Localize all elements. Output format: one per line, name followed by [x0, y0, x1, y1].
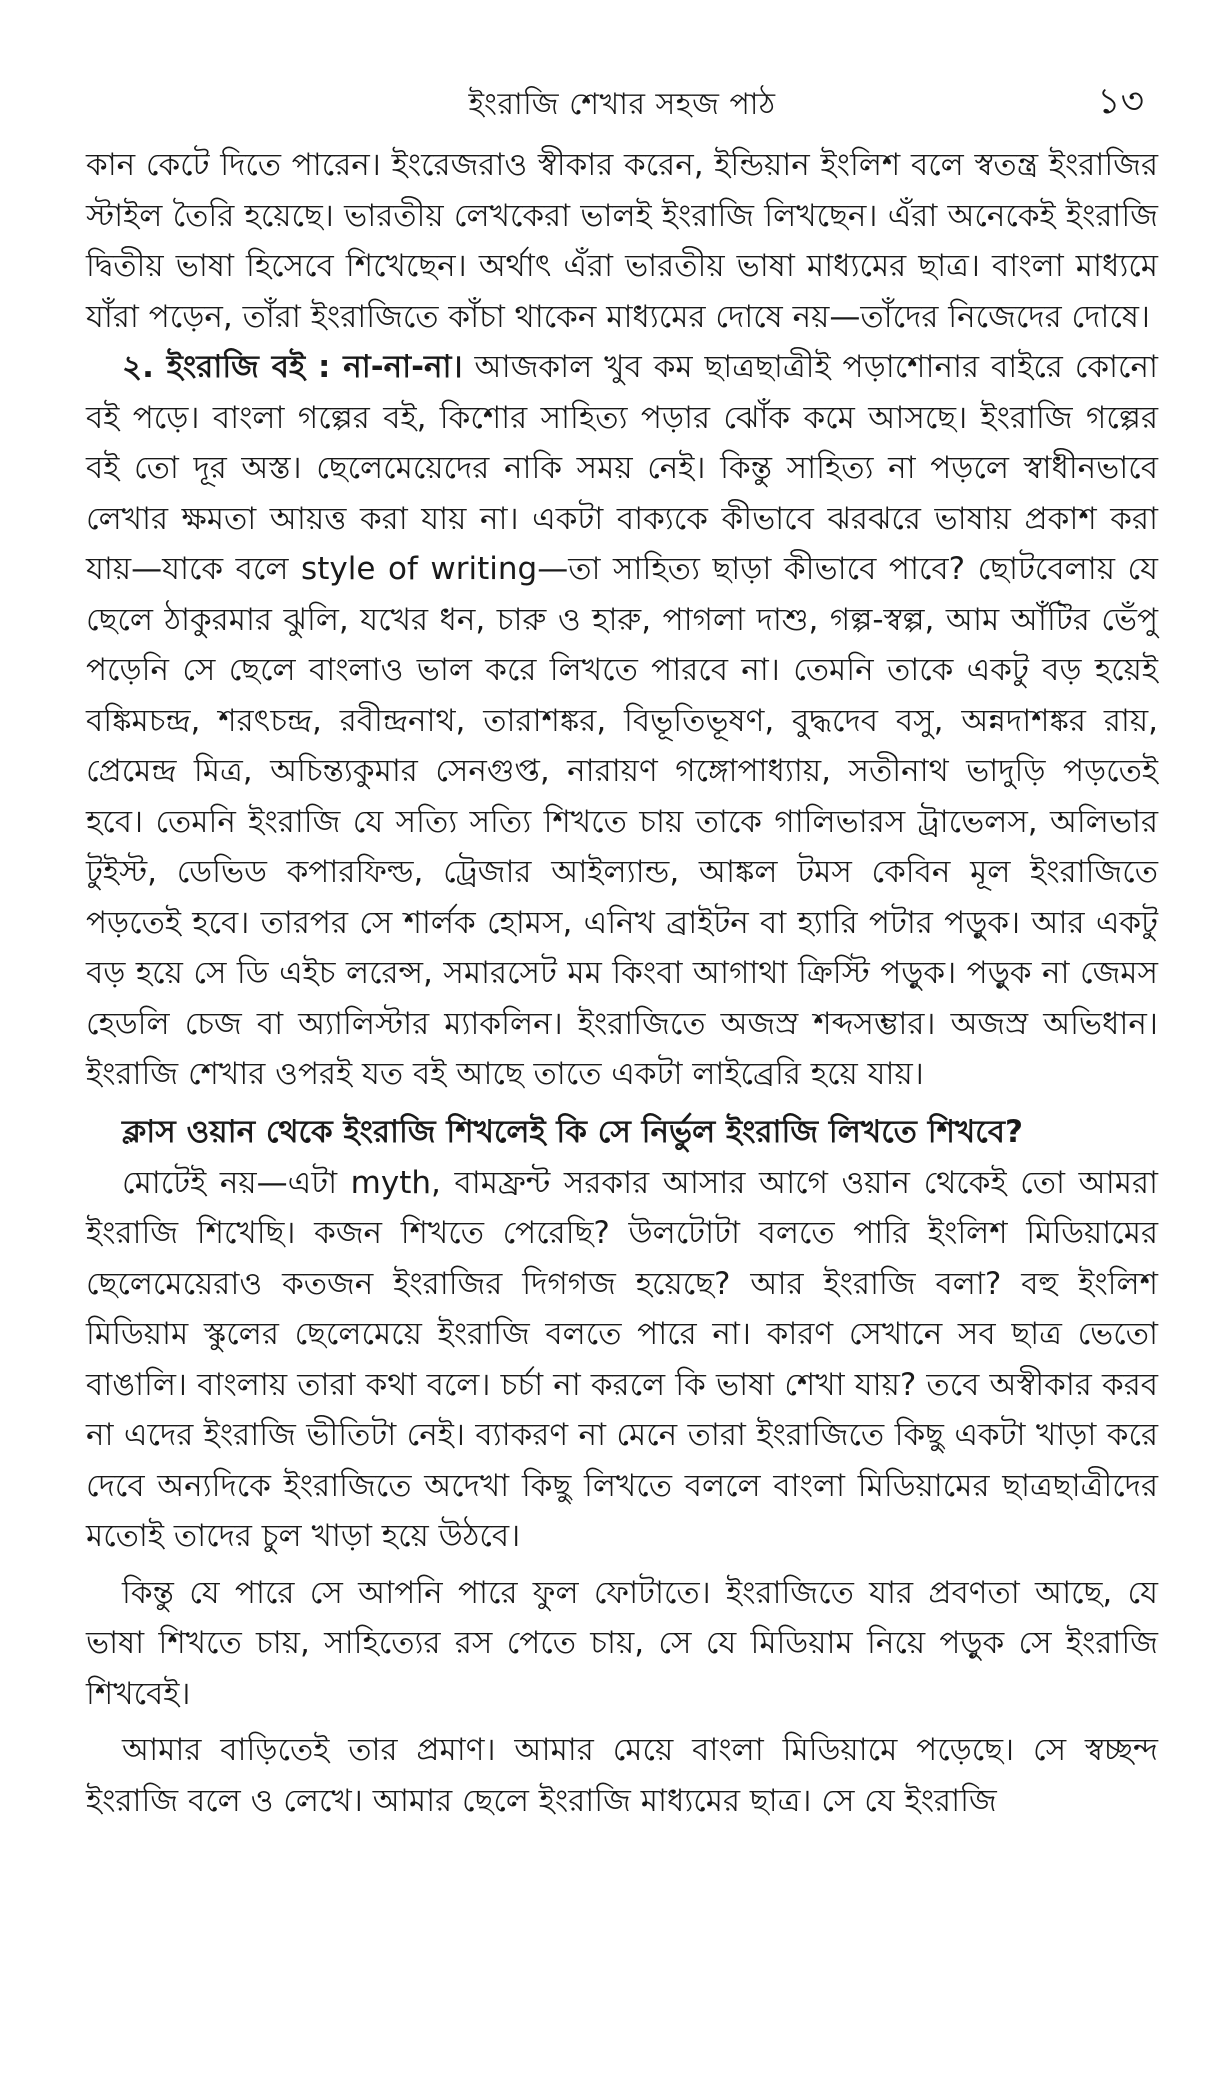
page-header	[86, 70, 1158, 140]
section-subheading: ক্লাস ওয়ান থেকে ইংরাজি শিখলেই কি সে নির্ভুল ইংরাজি লিখতে শিখবে?	[122, 1113, 1023, 1150]
paragraph-5: আমার বাড়িতেই তার প্রমাণ। আমার মেয়ে বাংলা মিডিয়ামে পড়েছে। সে স্বচ্ছন্দ ইংরাজি বলে ও লেখে। আমার ছেলে ইংরাজি মাধ্যমের ছাত্র। সে যে ইংরাজি	[86, 1732, 1158, 1819]
paragraph-1: কান কেটে দিতে পারেন। ইংরেজরাও স্বীকার করেন, ইন্ডিয়ান ইংলিশ বলে স্বতন্ত্র ইংরাজির স্টাইল তৈরি হয়েছে। ভারতীয় লেখকেরা ভালই ইংরাজি লিখছেন। এঁরা অনেকেই ইংরাজি দ্বিতীয় ভাষা হিসেবে শিখেছেন। অর্থাৎ এঁরা ভারতীয় ভাষা মাধ্যমের ছাত্র। বাংলা মাধ্যমে যাঁরা পড়েন, তাঁরা ইংরাজিতে কাঁচা থাকেন মাধ্যমের দোষে নয়—তাঁদের নিজেদের দোষে।	[86, 147, 1158, 335]
paragraph-2-text: আজকাল খুব কম ছাত্রছাত্রীই পড়াশোনার বাইরে কোনো বই পড়ে। বাংলা গল্পের বই, কিশোর সাহিত্য পড়ার ঝোঁক কমে আসছে। ইংরাজি গল্পের বই তো দূর অস্ত। ছেলেমেয়েদের নাকি সময় নেই। কিন্তু সাহিত্য না পড়লে স্বাধীনভাবে লেখার ক্ষমতা আয়ত্ত করা যায় না। একটা বাক্যকে কীভাবে ঝরঝরে ভাষায় প্রকাশ করা যায়—যাকে বলে style of writing—তা সাহিত্য ছাড়া কীভাবে পাবে? ছোটবেলায় যে ছেলে ঠাকুরমার ঝুলি, যখের ধন, চারু ও হারু, পাগলা দাশু, গল্প-স্বল্প, আম আঁটির ভেঁপু পড়েনি সে ছেলে বাংলাও ভাল করে লিখতে পারবে না। তেমনি তাকে একটু বড় হয়েই বঙ্কিমচন্দ্র, শরৎচন্দ্র, রবীন্দ্রনাথ, তারাশঙ্কর, বিভূতিভূষণ, বুদ্ধদেব বসু, অন্নদাশঙ্কর রায়, প্রেমেন্দ্র মিত্র, অচিন্ত্যকুমার সেনগুপ্ত, নারায়ণ গঙ্গোপাধ্যায়, সতীনাথ ভাদুড়ি পড়তেই হবে। তেমনি ইংরাজি যে সত্যি সত্যি শিখতে চায় তাকে গালিভারস ট্রাভেলস, অলিভার টুইস্ট, ডেভিড কপারফিল্ড, ট্রেজার আইল্যান্ড, আঙ্কল টমস কেবিন মূল ইংরাজিতে পড়তেই হবে। তারপর সে শার্লক হোমস, এনিখ ব্রাইটন বা হ্যারি পটার পড়ুক। আর একটু বড় হয়ে সে ডি এইচ লরেন্স, সমারসেট মম কিংবা আগাথা ক্রিস্টি পড়ুক। পড়ুক না জেমস হেডলি চেজ বা অ্যালিস্টার ম্যাকলিন। ইংরাজিতে অজস্র শব্দসম্ভার। অজস্র অভিধান। ইংরাজি শেখার ওপরই যত বই আছে তাতে একটা লাইব্রেরি হয়ে যায়।	[86, 349, 1158, 1092]
paragraph-4: কিন্তু যে পারে সে আপনি পারে ফুল ফোটাতে। ইংরাজিতে যার প্রবণতা আছে, যে ভাষা শিখতে চায়, সাহিত্যের রস পেতে চায়, সে যে মিডিয়াম নিয়ে পড়ুক সে ইংরাজি শিখবেই।	[86, 1574, 1158, 1712]
running-title: ইংরাজি শেখার সহজ পাঠ	[468, 87, 776, 122]
page-body	[86, 140, 1158, 1826]
paragraph-2	[86, 342, 1158, 1100]
paragraph-3: মোটেই নয়—এটা myth, বামফ্রন্ট সরকার আসার আগে ওয়ান থেকেই তো আমরা ইংরাজি শিখেছি। কজন শিখতে পেরেছি? উলটোটা বলতে পারি ইংলিশ মিডিয়ামের ছেলেমেয়েরাও কতজন ইংরাজির দিগগজ হয়েছে? আর ইংরাজি বলা? বহু ইংলিশ মিডিয়াম স্কুলের ছেলেমেয়ে ইংরাজি বলতে পারে না। কারণ সেখানে সব ছাত্র ভেতো বাঙালি। বাংলায় তারা কথা বলে। চর্চা না করলে কি ভাষা শেখা যায়? তবে অস্বীকার করব না এদের ইংরাজি ভীতিটা নেই। ব্যাকরণ না মেনে তারা ইংরাজিতে কিছু একটা খাড়া করে দেবে অন্যদিকে ইংরাজিতে অদেখা কিছু লিখতে বললে বাংলা মিডিয়ামের ছাত্রছাত্রীদের মতোই তাদের চুল খাড়া হয়ে উঠবে।	[86, 1164, 1158, 1554]
section-lead: ২. ইংরাজি বই : না-না-না।	[122, 349, 463, 385]
page-number: ১৩	[1097, 81, 1144, 122]
